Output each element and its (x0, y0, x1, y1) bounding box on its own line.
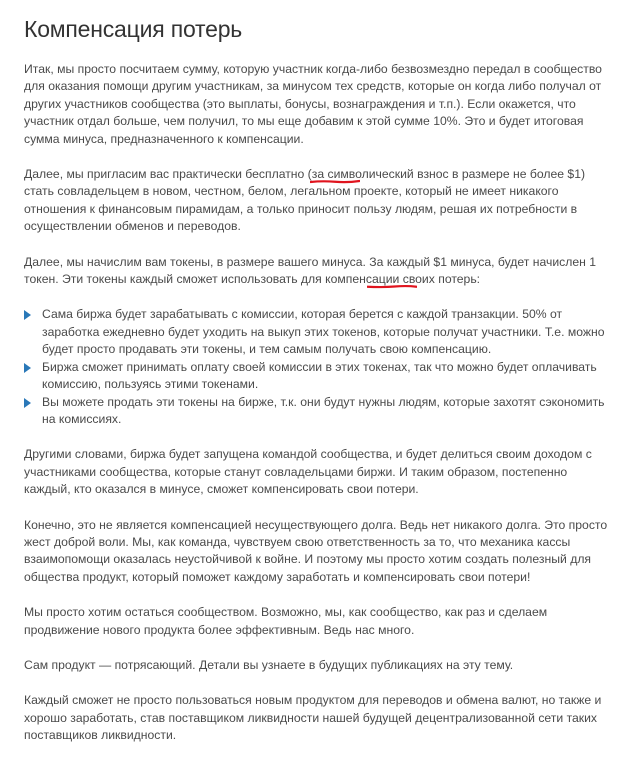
paragraph-goodwill: Конечно, это не является компенсацией несуществующего долга. Ведь нет никакого долга. Это просто жест доброй воли. Мы, как команда, чувствуем свою ответственность за то, что механика кассы взаимопомощи оказалась неустойчивой к войне. И поэтому мы просто хотим создать полезный для общества продукт, который поможет каждому заработать и компенсировать свои потери! (24, 517, 608, 584)
highlighted-fee-text (312, 167, 581, 181)
paragraph-invite-end: ) стать совладельцем в новом, честном, белом, легальном проекте, который не имеет никакого отношения к финансовым пирамидам, а только приносит пользу людям, решая их потребности в осуществлении обменов и переводов. (24, 167, 586, 234)
paragraph-invite-start: Далее, мы пригласим вас практически бесплатно ( (24, 167, 312, 182)
paragraph-invite (24, 166, 612, 236)
token-uses-list (24, 306, 612, 428)
paragraph-tokens-end: . Эти токены каждый сможет использовать для компенсации своих потерь: (55, 272, 481, 287)
paragraph-intro: Итак, мы просто посчитаем сумму, которую участник когда-либо безвозмездно передал в сообщество для оказания помощи другим участникам, за минусом тех средств, которые он когда либо получал от других участников сообщества (это выплаты, бонусы, вознаграждения и т.п.). Если окажется, что участник отдал больше, чем получил, то мы еще добавим к этой сумме 10%. Это и будет итоговая сумма минуса, предназначенного к компенсации. (24, 62, 602, 146)
list-item-text: Биржа сможет принимать оплату своей комиссии в этих токенах, так что можно будет оплачивать комиссию, пользуясь этими токенами. (42, 359, 597, 392)
paragraph-exchange: Другими словами, биржа будет запущена командой сообщества, и будет делиться своим доходом с участниками сообщества, которые станут совладельцами биржи. И таким образом, постепенно каждый, кто оказался в минусе, сможет компенсировать свои потери. (24, 447, 592, 497)
list-item-text: Сама биржа будет зарабатывать с комиссии, которая берется с каждой транзакции. 50% от заработка ежедневно будет уходить на выкуп этих токенов, которые получат участники. Т.е. можно будет просто продавать эти токены, и тем самым получать свою компенсацию. (42, 307, 605, 357)
triangle-right-icon (24, 363, 31, 373)
list-item-text: Вы можете продать эти токены на бирже, т.к. они будут нужны людям, которые захотят сэкономить на комиссиях. (42, 394, 605, 426)
paragraph-tokens-start: Далее, мы начислим вам токены, в размере вашего минуса. (24, 254, 370, 269)
page-title: Компенсация потерь (24, 16, 243, 42)
paragraph-tokens (24, 254, 612, 289)
paragraph-product: Сам продукт — потрясающий. Детали вы узнаете в будущих публикациях на эту тему. (24, 657, 514, 672)
triangle-right-icon (24, 310, 31, 320)
triangle-right-icon (24, 398, 31, 408)
article (24, 14, 612, 763)
list-item (24, 359, 612, 394)
paragraph-liquidity: Каждый сможет не просто пользоваться новым продуктом для переводов и обмена валют, но также и хорошо заработать, став поставщиком ликвидности нашей будущей децентрализованной сети таких поставщиков ликвидности. (24, 693, 602, 743)
list-item (24, 306, 612, 358)
highlighted-fee-label: за символический взнос в размере не более $1 (311, 167, 581, 182)
list-item (24, 394, 612, 429)
paragraph-community: Мы просто хотим остаться сообществом. Возможно, мы, как сообщество, как раз и сделаем продвижение нового продукта более эффективным. Ведь нас много. (24, 605, 548, 637)
highlighted-token-label: За каждый $1 минуса, будет начислен 1 токен (24, 254, 597, 287)
